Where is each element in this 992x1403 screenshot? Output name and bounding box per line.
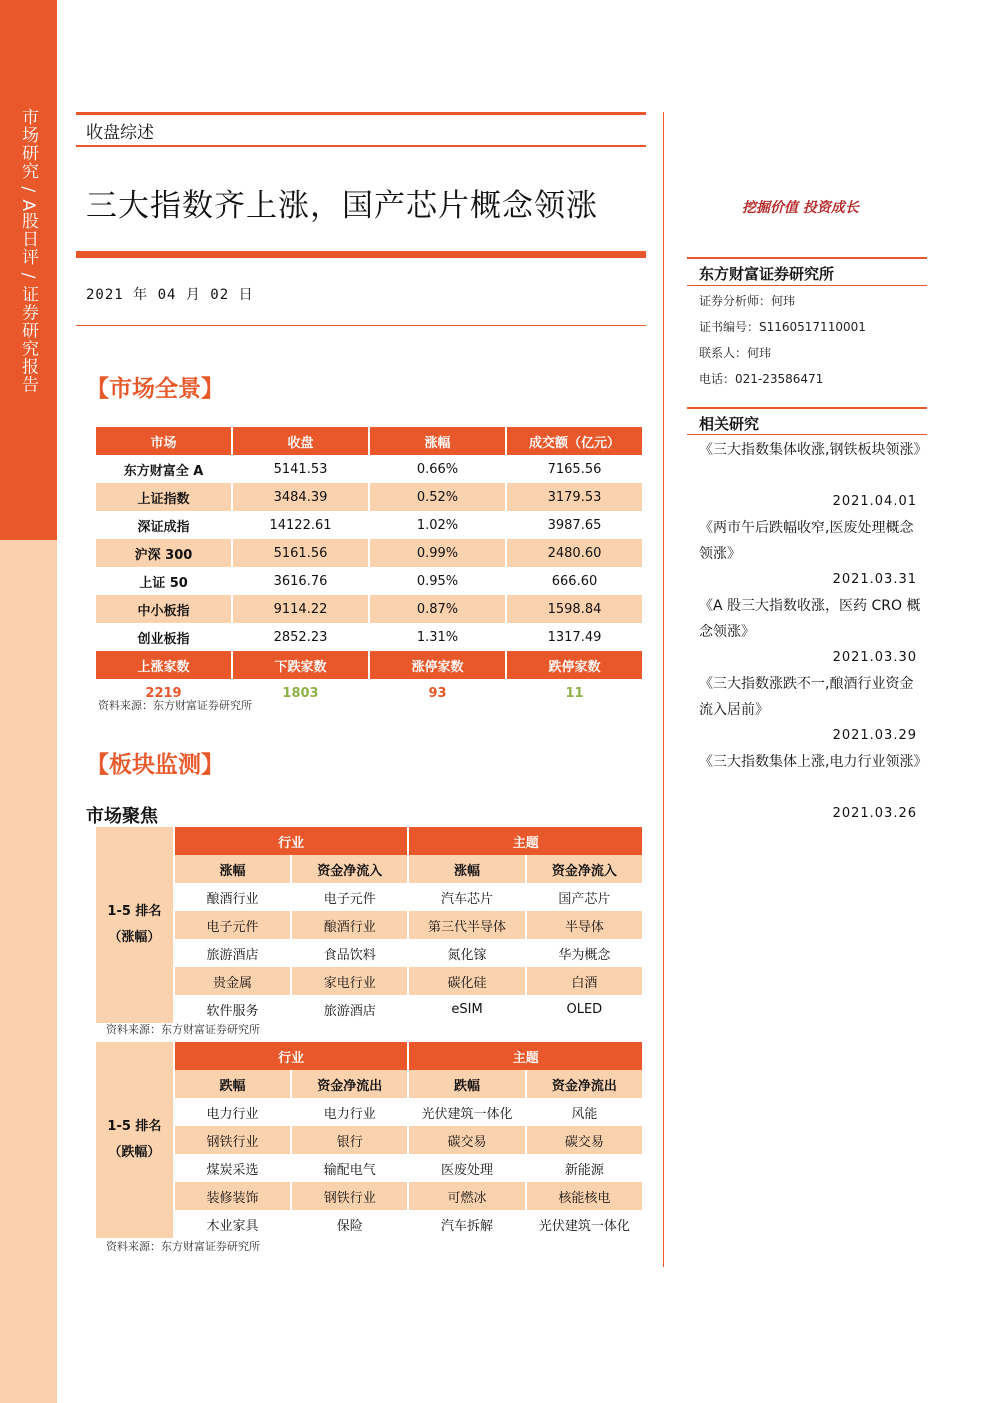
table-row	[96, 539, 642, 567]
change-value: 0.99%	[370, 539, 505, 567]
turnover-value: 3179.53	[507, 483, 642, 511]
cell: 碳化硅	[409, 967, 524, 995]
cell: 电子元件	[175, 911, 290, 939]
table-row	[96, 939, 642, 967]
table-row	[96, 995, 642, 1023]
cell: 旅游酒店	[323, 1003, 376, 1019]
table-row	[96, 623, 642, 651]
index-name: 深证成指	[137, 519, 190, 535]
related-title: 相关研究	[699, 415, 760, 433]
change-value: 1.31%	[416, 629, 459, 645]
cell: 碳交易	[527, 1126, 642, 1154]
related-item-date: 2021.03.31	[832, 572, 917, 587]
cell: 光伏建筑一体化	[421, 1106, 513, 1122]
cell: 电力行业	[206, 1106, 259, 1122]
cell: 可燃冰	[409, 1182, 524, 1210]
index-name: 上证 50	[139, 575, 188, 591]
top-rule	[76, 112, 646, 115]
slogan: 挖掘价值 投资成长	[742, 200, 859, 216]
rank-label-cell	[96, 827, 173, 1023]
related-item-date: 2021.03.26	[832, 806, 917, 821]
related-rule-bottom	[687, 434, 927, 435]
contact: 联系人：何玮	[699, 346, 772, 360]
market-table	[94, 427, 644, 707]
cert-number: 证书编号：S1160517110001	[699, 320, 866, 334]
related-rule-top	[687, 407, 927, 409]
title-rule	[76, 251, 646, 258]
sidebar-lower	[0, 540, 57, 1403]
cell: 输配电气	[323, 1162, 376, 1178]
group-header-row	[96, 827, 642, 855]
rank-label: 1-5 排名	[107, 1119, 162, 1134]
cell: 软件服务	[206, 1003, 259, 1019]
related-item-date: 2021.03.30	[832, 650, 917, 665]
index-name: 创业板指	[137, 631, 190, 647]
table-row	[96, 511, 642, 539]
related-item-title[interactable]: 《三大指数集体收涨,钢铁板块领涨》	[699, 442, 928, 458]
date-rule	[76, 325, 646, 326]
decliners-count: 1803	[282, 685, 319, 701]
turnover-value: 7165.56	[547, 461, 602, 477]
col-header: 资金净流入	[527, 855, 642, 883]
turnover-value: 1598.84	[507, 595, 642, 623]
cell: 银行	[292, 1126, 407, 1154]
org-rule-top	[687, 257, 927, 259]
cell: 电力行业	[323, 1106, 376, 1122]
related-item-title[interactable]: 《三大指数涨跌不一,酿酒行业资金流入居前》	[699, 676, 914, 718]
limit-up-count: 93	[428, 685, 447, 701]
advancers-count: 2219	[145, 685, 182, 701]
turnover-value: 3987.65	[547, 517, 602, 533]
related-item-date: 2021.04.01	[832, 494, 917, 509]
close-value: 2852.23	[273, 629, 328, 645]
col-header: 资金净流出	[292, 1070, 407, 1098]
rank-label: 1-5 排名	[107, 904, 162, 919]
sector-gainers-table	[94, 827, 644, 1023]
turnover-value: 666.60	[551, 573, 598, 589]
col-header: 跌幅	[175, 1070, 290, 1098]
cell: 半导体	[527, 911, 642, 939]
table-row	[96, 483, 642, 511]
related-item-title[interactable]: 《三大指数集体上涨,电力行业领涨》	[699, 754, 928, 770]
change-value: 0.87%	[370, 595, 505, 623]
market-heading: 【市场全景】	[86, 375, 224, 402]
phone: 电话：021-23586471	[699, 372, 824, 386]
cell: 国产芯片	[558, 891, 611, 907]
related-item-title[interactable]: 《两市午后跌幅收窄,医废处理概念领涨》	[699, 520, 914, 562]
cell: 医废处理	[441, 1162, 494, 1178]
cell: 华为概念	[558, 947, 611, 963]
cell: 木业家具	[206, 1218, 259, 1234]
table-row	[96, 1154, 642, 1182]
rank-sublabel: （跌幅）	[108, 1145, 161, 1160]
report-date: 2021 年 04 月 02 日	[86, 287, 254, 303]
cell: 光伏建筑一体化	[538, 1218, 630, 1234]
cell: 装修装饰	[175, 1182, 290, 1210]
index-name: 上证指数	[96, 483, 231, 511]
cell: 煤炭采选	[206, 1162, 259, 1178]
count-header: 下跌家数	[233, 651, 368, 679]
analyst: 证券分析师：何玮	[699, 294, 796, 308]
sidebar-label: 市场研究 / A股日评 / 证券研究报告	[18, 108, 38, 394]
col-header: 收盘	[233, 427, 368, 455]
col-header: 涨幅	[370, 427, 505, 455]
col-header: 涨幅	[409, 855, 524, 883]
index-name: 沪深 300	[96, 539, 231, 567]
cell: 核能核电	[527, 1182, 642, 1210]
count-header: 涨停家数	[370, 651, 505, 679]
cell: 钢铁行业	[292, 1182, 407, 1210]
col-header: 市场	[96, 427, 231, 455]
col-header: 涨幅	[175, 855, 290, 883]
close-value: 3616.76	[273, 573, 328, 589]
cell: 酿酒行业	[206, 891, 259, 907]
related-item-title[interactable]: 《A 股三大指数收涨，医药 CRO 概念领涨》	[699, 598, 921, 640]
turnover-value: 2480.60	[507, 539, 642, 567]
table-row	[96, 455, 642, 483]
group-header-industry: 行业	[175, 1042, 408, 1070]
cell: 汽车芯片	[441, 891, 494, 907]
index-name: 东方财富全 A	[123, 463, 204, 479]
org-rule-bottom	[687, 285, 927, 286]
change-value: 1.02%	[416, 517, 459, 533]
group-header-row	[96, 1042, 642, 1070]
limit-down-count: 11	[565, 685, 584, 701]
cell: 白酒	[527, 967, 642, 995]
close-value: 5141.53	[273, 461, 328, 477]
cell: 钢铁行业	[175, 1126, 290, 1154]
change-value: 0.52%	[370, 483, 505, 511]
sector-subheading: 市场聚焦	[86, 806, 158, 827]
table-row	[96, 1182, 642, 1210]
count-header: 跌停家数	[507, 651, 642, 679]
sector-losers-table	[94, 1042, 644, 1238]
close-value: 9114.22	[233, 595, 368, 623]
cell: 第三代半导体	[409, 911, 524, 939]
cell: 食品饮料	[323, 947, 376, 963]
cell: 汽车拆解	[441, 1218, 494, 1234]
cell: 贵金属	[175, 967, 290, 995]
col-header-row	[96, 1070, 642, 1098]
close-value: 14122.61	[269, 517, 332, 533]
close-value: 3484.39	[233, 483, 368, 511]
cell: OLED	[566, 1001, 603, 1017]
group-header-theme: 主题	[409, 1042, 642, 1070]
market-header-row	[96, 427, 642, 455]
col-header-row	[96, 855, 642, 883]
market-source: 资料来源：东方财富证券研究所	[98, 699, 252, 712]
table-row	[96, 1098, 642, 1126]
cell: 旅游酒店	[206, 947, 259, 963]
col-header: 跌幅	[409, 1070, 524, 1098]
table-row	[96, 567, 642, 595]
cell: 保险	[336, 1218, 363, 1234]
turnover-value: 1317.49	[547, 629, 602, 645]
cell: 氮化镓	[447, 947, 487, 963]
change-value: 0.66%	[416, 461, 459, 477]
rank-sublabel: （涨幅）	[108, 930, 161, 945]
col-header: 资金净流入	[292, 855, 407, 883]
cell: 碳交易	[409, 1126, 524, 1154]
cell: 酿酒行业	[292, 911, 407, 939]
col-header: 成交额（亿元）	[507, 427, 642, 455]
org-name: 东方财富证券研究所	[699, 265, 835, 283]
gainers-source: 资料来源：东方财富证券研究所	[106, 1023, 260, 1036]
group-header-theme: 主题	[409, 827, 642, 855]
cell: 新能源	[564, 1162, 604, 1178]
count-header-row	[96, 651, 642, 679]
column-divider	[663, 112, 664, 1267]
table-row	[96, 967, 642, 995]
table-row	[96, 883, 642, 911]
cell: 风能	[571, 1106, 598, 1122]
sector-heading: 【板块监测】	[86, 751, 224, 778]
group-header-industry: 行业	[175, 827, 408, 855]
related-item-date: 2021.03.29	[832, 728, 917, 743]
close-value: 5161.56	[233, 539, 368, 567]
count-header: 上涨家数	[96, 651, 231, 679]
table-row	[96, 911, 642, 939]
page-title: 三大指数齐上涨，国产芯片概念领涨	[86, 188, 598, 224]
change-value: 0.95%	[416, 573, 459, 589]
table-row	[96, 595, 642, 623]
table-row	[96, 1126, 642, 1154]
index-name: 中小板指	[96, 595, 231, 623]
rank-label-cell	[96, 1042, 173, 1238]
section-tag: 收盘综述	[86, 123, 154, 143]
col-header: 资金净流出	[527, 1070, 642, 1098]
cell: eSIM	[451, 1001, 483, 1017]
cell: 电子元件	[323, 891, 376, 907]
cell: 家电行业	[292, 967, 407, 995]
section-rule	[76, 145, 646, 147]
table-row	[96, 1210, 642, 1238]
losers-source: 资料来源：东方财富证券研究所	[106, 1240, 260, 1253]
